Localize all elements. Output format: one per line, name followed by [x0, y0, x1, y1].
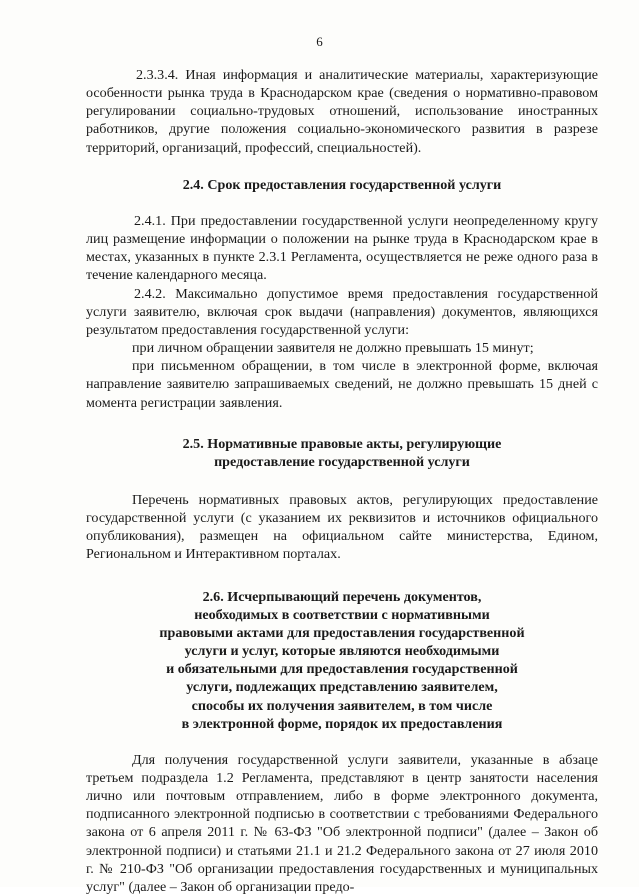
heading-2-6-line: правовыми актами для предоставления государственной [159, 624, 525, 641]
paragraph-2-4-1: 2.4.1. При предоставлении государственной услуги неопределенному кругу лиц размещение информации о положении на рынке труда в Краснодарском крае в местах, указанных в пункте 2.3.1 Регламента, осуществляется не реже одного раза в течение календарного месяца. [86, 212, 598, 284]
heading-2-6-line: способы их получения заявителем, в том числе [191, 697, 493, 714]
page-number: 6 [316, 34, 323, 49]
heading-2-6-line: услуги и услуг, которые являются необходимыми [184, 643, 500, 660]
paragraph-2-5: Перечень нормативных правовых актов, регулирующих предоставление государственной услуги (с указанием их реквизитов и источников официального опубликования), размещен на официальном сайте министерства, Едином, Региональном и Интерактивном порталах. [86, 491, 598, 563]
heading-2-6-line: 2.6. Исчерпывающий перечень документов, [202, 588, 482, 605]
heading-2-6 [86, 588, 598, 733]
heading-2-6-line: необходимых в соответствии с нормативными [194, 606, 490, 623]
heading-2-5-line-1: 2.5. Нормативные правовые акты, регулирующие [182, 435, 502, 452]
heading-2-6-line: в электронной форме, порядок их предоставления [181, 715, 503, 732]
paragraph-2-3-3-4: 2.3.3.4. Иная информация и аналитические материалы, характеризующие особенности рынка труда в Краснодарском крае (сведения о нормативно-правовом регулировании социально-трудовых отношений, использование иностранных работников, другие положения социально-экономического развития в разрезе территорий, организаций, профессий, специальностей). [86, 67, 598, 156]
heading-2-6-line: услуги, подлежащих представлению заявителем, [186, 679, 498, 696]
paragraph-2-4-2-written: при письменном обращении, в том числе в электронной форме, включая направление заявителю запрашиваемых сведений, не должно превышать 15 дней с момента регистрации заявления. [86, 358, 598, 411]
paragraph-2-6: Для получения государственной услуги заявители, указанные в абзаце третьем подраздела 1.2 Регламента, представляют в центр занятости населения лично или почтовым отправлением, либо в форме электронного документа, подписанного электронной подписью в соответствии с требованиями Федерального закона от 6 апреля 2011 г. № 63-ФЗ "Об электронной подписи" (далее – Закон об электронной подписи) и статьями 21.1 и 21.2 Федерального закона от 27 июля 2010 г. № 210-ФЗ "Об организации предоставления государственных и муниципальных услуг" (далее – Закон об организации предо- [86, 751, 598, 895]
heading-2-5 [86, 435, 598, 471]
heading-2-5-line-2: предоставление государственной услуги [214, 453, 470, 470]
heading-2-4: 2.4. Срок предоставления государственной услуги [182, 176, 502, 193]
heading-2-6-line: и обязательными для предоставления государственной [166, 661, 518, 678]
document-body [86, 66, 598, 896]
paragraph-2-4-2-personal: при личном обращении заявителя не должно превышать 15 минут; [132, 340, 534, 357]
paragraph-2-4-2: 2.4.2. Максимально допустимое время предоставления государственной услуги заявителю, включая срок выдачи (направления) документов, являющихся результатом предоставления государственной услуги: [86, 285, 598, 338]
